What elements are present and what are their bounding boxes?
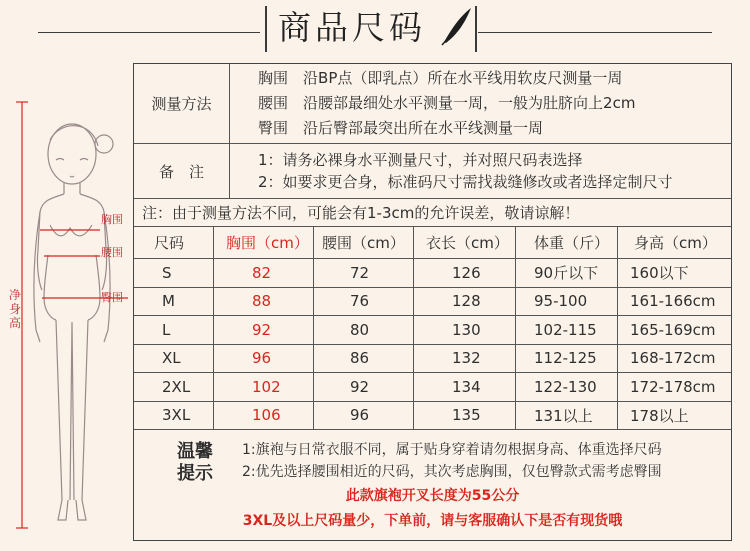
cell-height xyxy=(618,288,731,316)
brush-leaf-icon xyxy=(440,6,474,46)
cell-chest xyxy=(214,402,314,430)
title-rule-right xyxy=(478,32,712,33)
size-row xyxy=(134,373,731,402)
method-hip-name: 臀围 xyxy=(258,119,289,137)
cell-height-value: 168-172cm xyxy=(630,349,716,368)
cell-size xyxy=(134,259,214,287)
cell-weight xyxy=(516,402,618,430)
cell-height xyxy=(618,402,731,430)
method-line-waist xyxy=(258,91,635,116)
header-chest-label: 胸围（cm） xyxy=(226,234,309,252)
header-length xyxy=(414,227,516,258)
method-chest-name: 胸围 xyxy=(258,69,289,87)
tips-header-line2: 提示 xyxy=(177,463,213,484)
cell-height-value: 165-169cm xyxy=(630,320,716,339)
cell-length-value: 132 xyxy=(452,349,481,368)
waist-label: 腰围 xyxy=(101,246,123,259)
tips-line-1: 1:旗袍与日常衣服不同，属于贴身穿着请勿根据身高、体重选择尺码 xyxy=(242,442,662,458)
cell-waist-value: 86 xyxy=(350,349,370,368)
cell-length xyxy=(414,345,516,373)
size-row xyxy=(134,316,731,345)
hip-label: 臀围 xyxy=(101,291,123,304)
cell-waist xyxy=(314,373,414,401)
cell-waist xyxy=(314,345,414,373)
tips-content xyxy=(242,439,722,483)
header-waist-label: 腰围（cm） xyxy=(322,234,405,252)
cell-weight-value: 112-125 xyxy=(534,349,597,368)
header-height xyxy=(618,227,731,258)
height-label: 净身高 xyxy=(9,288,22,330)
size-row xyxy=(134,402,731,431)
cell-size xyxy=(134,345,214,373)
cell-chest-value: 96 xyxy=(252,349,272,368)
cell-height xyxy=(618,345,731,373)
cell-waist xyxy=(314,288,414,316)
cell-waist-value: 92 xyxy=(350,377,370,396)
cell-weight-value: 95-100 xyxy=(534,292,588,311)
size-table-header xyxy=(134,227,731,259)
cell-length xyxy=(414,288,516,316)
cell-size-value: M xyxy=(162,292,175,311)
cell-waist-value: 76 xyxy=(350,292,370,311)
notes-content-cell xyxy=(230,144,731,198)
notes-header-cell xyxy=(134,144,230,198)
header-length-label: 衣长（cm） xyxy=(426,234,509,252)
cell-weight xyxy=(516,345,618,373)
cell-chest-value: 88 xyxy=(252,292,272,311)
cell-length-value: 134 xyxy=(452,377,481,396)
cell-height xyxy=(618,373,731,401)
method-header: 测量方法 xyxy=(151,95,212,113)
cell-height xyxy=(618,316,731,344)
cell-chest xyxy=(214,259,314,287)
method-section xyxy=(134,64,731,144)
cell-chest xyxy=(214,373,314,401)
cell-weight-value: 90斤以下 xyxy=(534,264,599,283)
disclaimer-row xyxy=(134,199,731,227)
notes-header: 备 注 xyxy=(158,162,204,181)
cell-length-value: 126 xyxy=(452,263,481,282)
disclaimer-text: 注：由于测量方法不同，可能会有1-3cm的允许误差，敬请谅解！ xyxy=(142,204,580,222)
size-row xyxy=(134,288,731,317)
cell-size-value: 2XL xyxy=(162,377,191,396)
chest-label: 胸围 xyxy=(101,213,123,226)
page-title: 商品尺码 xyxy=(278,8,426,47)
method-header-cell xyxy=(134,64,230,143)
cell-chest xyxy=(214,345,314,373)
method-content-cell xyxy=(230,64,731,143)
header-weight-label: 体重（斤） xyxy=(534,234,610,252)
method-line-chest xyxy=(258,66,622,91)
cell-height-value: 161-166cm xyxy=(630,292,716,311)
cell-length xyxy=(414,259,516,287)
method-waist-name: 腰围 xyxy=(258,94,289,112)
cell-length-value: 135 xyxy=(452,406,481,425)
cell-weight-value: 131以上 xyxy=(534,406,593,425)
cell-size-value: XL xyxy=(162,349,181,368)
size-row xyxy=(134,259,731,288)
body-measurement-figure xyxy=(0,80,135,545)
disclaimer-cell xyxy=(134,199,731,226)
cell-chest-value: 92 xyxy=(252,320,272,339)
tips-highlight-slit: 此款旗袍开叉长度为55公分 xyxy=(345,488,520,504)
cell-length xyxy=(414,373,516,401)
cell-length-value: 128 xyxy=(452,292,481,311)
header-height-label: 身高（cm） xyxy=(634,234,717,252)
cell-weight xyxy=(516,259,618,287)
cell-height-value: 172-178cm xyxy=(630,377,716,396)
header-size-label: 尺码 xyxy=(154,234,185,252)
title-bar xyxy=(0,0,750,58)
cell-height-value: 160以下 xyxy=(630,264,689,283)
method-chest-desc: 沿BP点（即乳点）所在水平线用软皮尺测量一周 xyxy=(303,69,623,87)
cell-waist xyxy=(314,259,414,287)
tips-highlight-stock: 3XL及以上尺码量少，下单前，请与客服确认下是否有现货哦 xyxy=(242,513,623,529)
cell-weight xyxy=(516,316,618,344)
method-waist-desc: 沿腰部最细处水平测量一周，一般为肚脐向上2cm xyxy=(303,94,636,112)
cell-size xyxy=(134,288,214,316)
header-size xyxy=(134,227,214,258)
cell-length xyxy=(414,316,516,344)
cell-size-value: 3XL xyxy=(162,406,191,425)
cell-size xyxy=(134,373,214,401)
cell-weight-value: 122-130 xyxy=(534,377,597,396)
cell-chest-value: 82 xyxy=(252,263,272,282)
cell-chest-value: 102 xyxy=(252,377,281,396)
tips-section xyxy=(134,431,731,540)
notes-section xyxy=(134,144,731,199)
notes-line-2: 2：如要求更合身，标准码尺寸需找裁缝修改或者选择定制尺寸 xyxy=(258,173,673,191)
cell-size xyxy=(134,402,214,430)
header-chest xyxy=(214,227,314,258)
tips-line-2: 2:优先选择腰围相近的尺码，其次考虑胸围，仅包臀款式需考虑臀围 xyxy=(242,464,662,480)
cell-height-value: 178以上 xyxy=(630,406,689,425)
cell-weight xyxy=(516,288,618,316)
size-row xyxy=(134,345,731,374)
cell-waist-value: 72 xyxy=(350,263,370,282)
header-waist xyxy=(314,227,414,258)
title-rule-left xyxy=(38,32,260,33)
cell-weight-value: 102-115 xyxy=(534,320,597,339)
cell-chest-value: 106 xyxy=(252,406,281,425)
cell-waist xyxy=(314,316,414,344)
method-hip-desc: 沿后臀部最突出所在水平线测量一周 xyxy=(303,119,544,137)
cell-size-value: S xyxy=(162,263,172,282)
cell-size xyxy=(134,316,214,344)
header-weight xyxy=(516,227,618,258)
cell-waist xyxy=(314,402,414,430)
cell-length xyxy=(414,402,516,430)
cell-weight xyxy=(516,373,618,401)
cell-height xyxy=(618,259,731,287)
cell-length-value: 130 xyxy=(452,320,481,339)
cell-size-value: L xyxy=(162,320,171,339)
size-info-table xyxy=(133,63,732,541)
method-line-hip xyxy=(258,116,543,141)
cell-waist-value: 80 xyxy=(350,320,370,339)
cell-chest xyxy=(214,316,314,344)
tips-header-line1: 温馨 xyxy=(177,441,213,462)
cell-chest xyxy=(214,288,314,316)
cell-waist-value: 96 xyxy=(350,406,370,425)
notes-line-1: 1：请务必裸身水平测量尺寸，并对照尺码表选择 xyxy=(258,151,583,169)
